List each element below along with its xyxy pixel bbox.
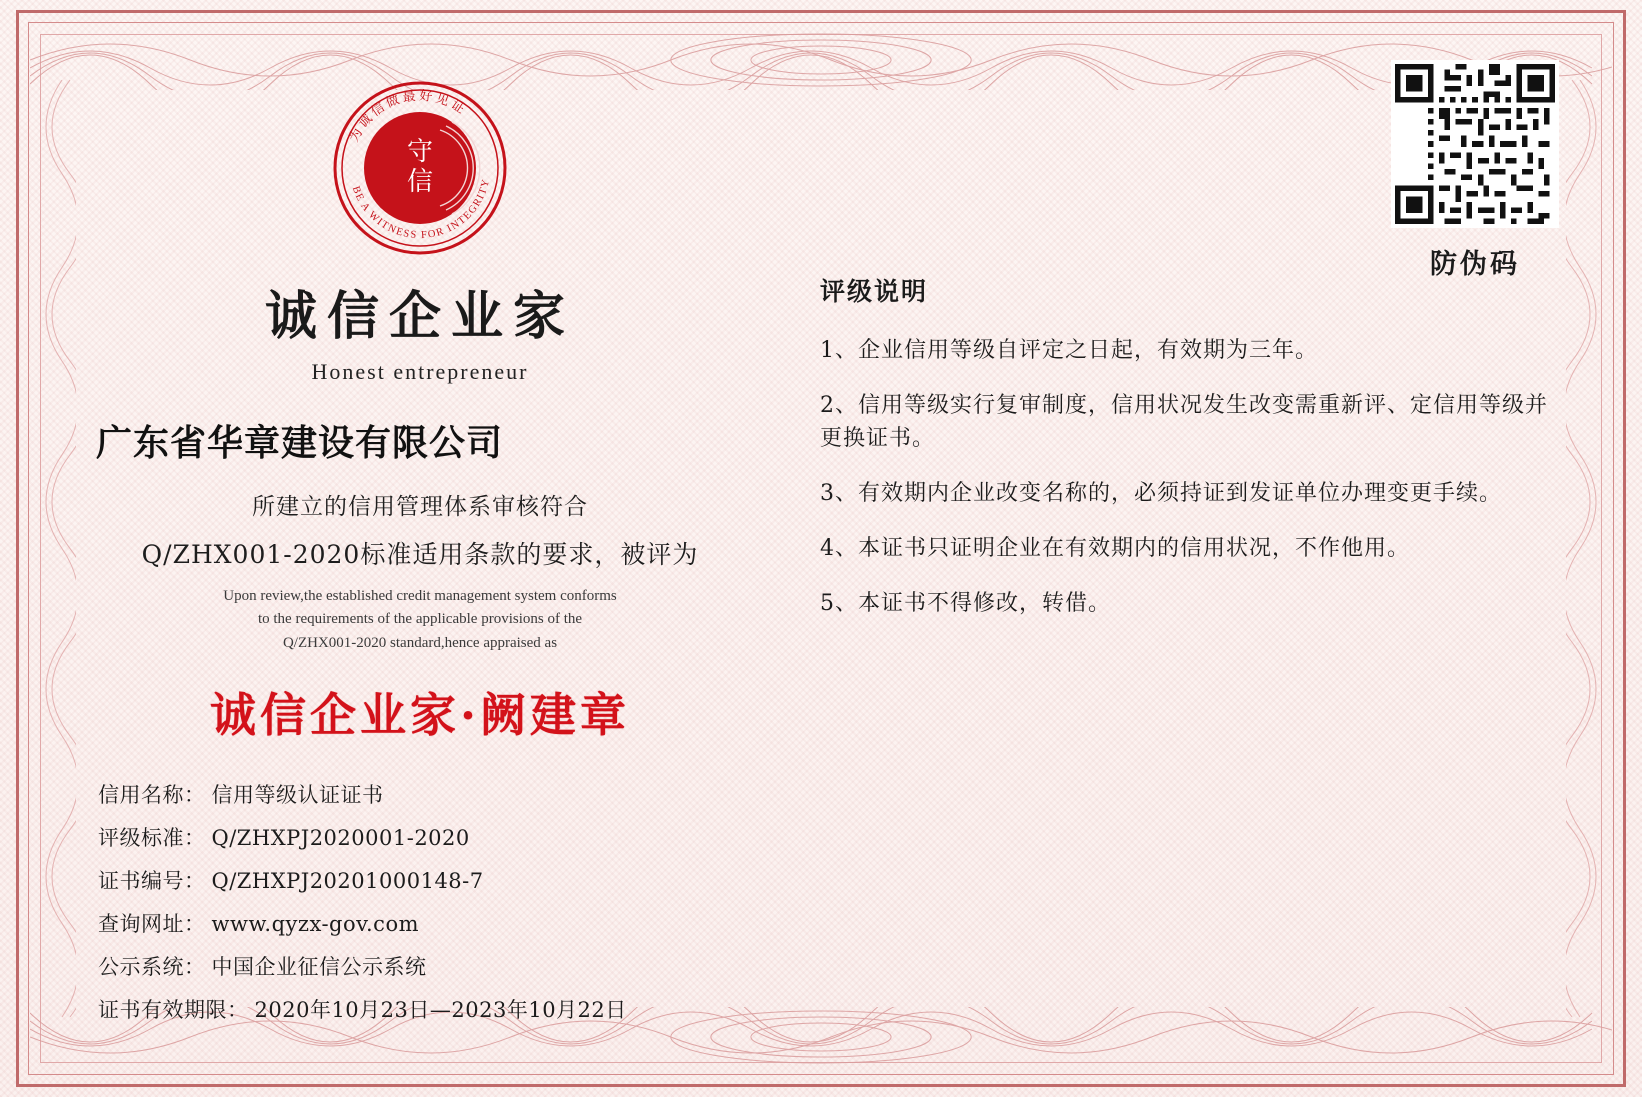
official-stamp-icon — [892, 0, 1092, 4]
english-statement-line: Upon review,the established credit management system conforms — [223, 588, 617, 604]
certificate-title-en: Honest entrepreneur — [311, 359, 529, 384]
field-row — [98, 994, 750, 1024]
qr-code-icon[interactable] — [1391, 60, 1559, 228]
issuer-stamp-block — [812, 0, 1172, 4]
svg-text:为诚信做最好见证: 为诚信做最好见证 — [346, 88, 470, 145]
field-value-url[interactable]: www.qyzx-gov.com — [211, 911, 419, 936]
certificate-title-cn: 诚信企业家 — [264, 286, 575, 347]
field-label: 信用名称： — [98, 782, 206, 807]
conformance-line-2: Q/ZHX001-2020标准适用条款的要求，被评为 — [141, 540, 699, 569]
field-label: 公示系统： — [98, 954, 206, 979]
issuer-stamp-block — [1192, 0, 1552, 4]
field-value: 信用等级认证证书 — [211, 782, 384, 807]
company-name: 广东省华章建设有限公司 — [96, 422, 504, 464]
field-value: Q/ZHXPJ20201000148-7 — [211, 868, 484, 893]
svg-text:信: 信 — [406, 167, 434, 197]
rating-notes-title: 评级说明 — [820, 277, 929, 306]
field-label: 评级标准： — [98, 825, 206, 850]
rating-note-item: 2、信用等级实行复审制度，信用状况发生改变需重新评、定信用等级并更换证书。 — [820, 393, 1548, 451]
field-label: 证书有效期限： — [98, 997, 249, 1022]
anti-counterfeit-area — [1380, 60, 1570, 281]
conformance-line-1: 所建立的信用管理体系审核符合 — [252, 494, 588, 520]
awarded-grade: 诚信企业家·阙建章 — [209, 687, 630, 742]
field-value: 2020年10月23日—2023年10月22日 — [254, 997, 627, 1022]
field-row — [98, 822, 750, 852]
field-row — [98, 951, 750, 981]
english-statement-line: to the requirements of the applicable provisions of the — [257, 611, 583, 628]
field-row — [98, 779, 750, 809]
official-stamp-icon — [1272, 0, 1472, 4]
certificate-fields — [90, 779, 750, 1024]
field-value: Q/ZHXPJ2020001-2020 — [211, 825, 470, 850]
integrity-seal-wrap — [90, 80, 750, 256]
issuer-stamps — [812, 0, 1572, 4]
rating-note-item: 1、企业信用等级自评定之日起，有效期为三年。 — [820, 338, 1318, 363]
field-row — [98, 908, 750, 938]
svg-text:守: 守 — [406, 137, 434, 167]
rating-note-item: 4、本证书只证明企业在有效期内的信用状况，不作他用。 — [820, 536, 1410, 561]
english-statement-line: Q/ZHX001-2020 standard,hence appraised as — [282, 634, 558, 651]
field-label: 证书编号： — [98, 868, 206, 893]
left-column — [90, 80, 750, 1037]
rating-notes — [820, 272, 1560, 642]
integrity-seal-icon — [332, 80, 508, 256]
english-statement — [90, 585, 750, 655]
field-row — [98, 865, 750, 895]
svg-text:BE A WITNESS FOR INTEGRITY: BE A WITNESS FOR INTEGRITY — [349, 177, 493, 242]
rating-note-item: 5、本证书不得修改，转借。 — [820, 591, 1111, 616]
certificate-content — [60, 60, 1582, 1037]
anti-counterfeit-label: 防伪码 — [1430, 249, 1520, 280]
rating-note-item: 3、有效期内企业改变名称的，必须持证到发证单位办理变更手续。 — [820, 481, 1502, 506]
field-label: 查询网址： — [98, 911, 206, 936]
field-value: 中国企业征信公示系统 — [211, 954, 427, 979]
